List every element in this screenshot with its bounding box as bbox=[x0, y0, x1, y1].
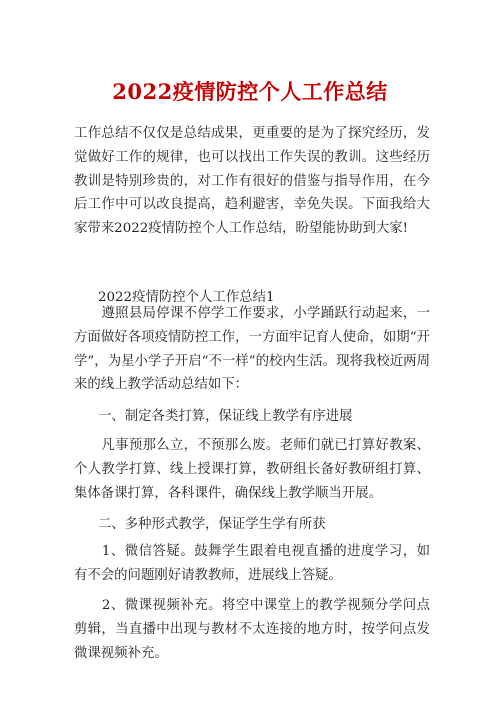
body-paragraph-1 bbox=[74, 302, 430, 397]
body-paragraph-4-text: 2、微课视频补充。将空中课堂上的教学视频分学问点剪辑，当直播中出现与教材不太连接的地方时，按学问点发微课视频补充。 bbox=[74, 598, 431, 661]
body-paragraph-2 bbox=[74, 434, 430, 505]
body-paragraph-4 bbox=[74, 594, 430, 665]
intro-text: 工作总结不仅仅是总结成果，更重要的是为了探究经历，发觉做好工作的规律，也可以找出工作失误的教训。这些经历教训是特别珍贵的，对工作有很好的借鉴与指导作用，在今后工作中可以改良提高，趋利避害，幸免失误。下面我给大家带来2022疫情防控个人工作总结，盼望能协助到大家! bbox=[74, 126, 430, 237]
body-paragraph-2-text: 凡事预那么立，不预那么废。老师们就已打算好教案、个人教学打算、线上授课打算，教研组长备好教研组打算、集体备课打算，各科课件，确保线上教学顺当开展。 bbox=[74, 438, 431, 501]
body-paragraph-3-text: 1、微信答疑。鼓舞学生跟着电视直播的进度学习，如有不会的问题刚好请教教师，进展线上答疑。 bbox=[74, 544, 431, 583]
section-heading-2: 二、多种形式教学，保证学生学有所获 bbox=[98, 517, 326, 532]
intro-paragraph bbox=[74, 122, 430, 241]
section-subtitle: 2022疫情防控个人工作总结1 bbox=[98, 290, 275, 305]
section-heading-1: 一、制定各类打算，保证线上教学有序进展 bbox=[98, 409, 353, 424]
body-paragraph-3 bbox=[74, 540, 430, 588]
body-paragraph-1-text: 遵照县局停课不停学工作要求，小学踊跃行动起来，一方面做好各项疫情防控工作，一方面牢记育人使命，如期“开学”，为星小学子开启“不一样”的校内生活。现将我校近两周来的线上教学活动总结如下： bbox=[74, 306, 431, 393]
document-title: 2022疫情防控个人工作总结 bbox=[112, 79, 388, 104]
